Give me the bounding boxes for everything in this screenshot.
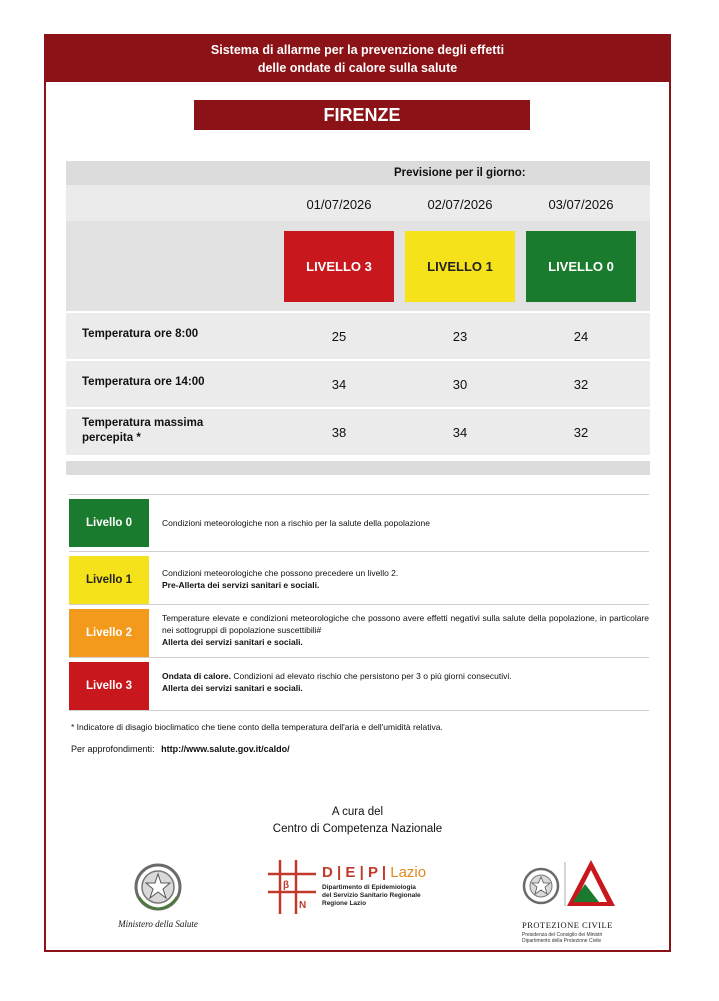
dep-sub-line-1: Dipartimento di Epidemiologia (322, 884, 416, 891)
dep-letter-p: P (367, 864, 378, 881)
ministero-salute-logo (108, 861, 208, 929)
legend-swatch-level-2: Livello 2 (69, 609, 149, 657)
dep-grid-icon (266, 858, 318, 916)
legend-row-level-1 (69, 551, 649, 604)
bulletin-frame (44, 34, 671, 952)
legend-row-level-3 (69, 657, 649, 711)
row-label-temp-8: Temperatura ore 8:00 (82, 328, 199, 340)
temp-max-day-2: 34 (452, 425, 468, 440)
more-info (71, 744, 290, 754)
svg-text:N: N (299, 900, 307, 911)
legend-row-level-0 (69, 494, 649, 551)
row-label-temp-max-line-1: Temperatura massima (82, 417, 204, 429)
forecast-table (66, 161, 650, 475)
dep-lazio-word: Lazio (390, 864, 427, 881)
dep-title: D | E | P | Lazio (322, 864, 427, 881)
temp-8-day-3: 24 (573, 329, 589, 344)
dep-letter-d: D (322, 864, 333, 881)
temp-max-day-1: 38 (331, 425, 347, 440)
legend-alert-level-2: Allerta dei servizi sanitari e sociali. (162, 637, 303, 647)
temp-max-day-3: 32 (573, 425, 589, 440)
forecast-dates-row (66, 185, 650, 221)
pc-title: PROTEZIONE CIVILE (522, 920, 613, 930)
ministero-caption: Ministero della Salute (118, 919, 198, 929)
level-legend (69, 494, 649, 711)
legend-swatch-level-1: Livello 1 (69, 556, 149, 604)
protezione-civile-logo (519, 854, 669, 944)
row-temp-8 (66, 313, 650, 359)
dep-sub-line-2: del Servizio Sanitario Regionale (322, 892, 421, 899)
pc-sub-line-2: Dipartimento della Protezione Civile (522, 938, 602, 944)
dep-letter-e: E (345, 864, 356, 881)
forecast-levels-row (66, 221, 650, 311)
legend-lead-level-3: Ondata di calore. (162, 671, 231, 681)
legend-text-level-2 (162, 612, 649, 648)
italian-emblem-icon (133, 861, 183, 913)
legend-alert-level-3: Allerta dei servizi sanitari e sociali. (162, 683, 303, 693)
row-label-temp-max-line-2: percepita * (82, 432, 141, 444)
dep-lazio-logo (266, 858, 446, 921)
bulletin-header (46, 36, 669, 82)
legend-alert-level-1: Pre-Allerta dei servizi sanitari e sociali. (162, 580, 320, 590)
header-line-1: Sistema di allarme per la prevenzione degli effetti (210, 43, 505, 57)
legend-swatch-level-0: Livello 0 (69, 499, 149, 547)
legend-row-level-2 (69, 604, 649, 657)
forecast-footer-bar (66, 461, 650, 475)
level-badge-day-3: LIVELLO 0 (526, 231, 636, 302)
curated-by-line-2: Centro di Competenza Nazionale (272, 823, 443, 835)
temp-14-day-2: 30 (452, 377, 468, 392)
temp-14-day-1: 34 (331, 377, 347, 392)
header-line-2: delle ondate di calore sulla salute (257, 61, 458, 75)
date-day-3: 03/07/2026 (548, 197, 614, 212)
legend-swatch-level-3: Livello 3 (69, 662, 149, 710)
level-badge-day-2: LIVELLO 1 (405, 231, 515, 302)
date-day-1: 01/07/2026 (306, 197, 372, 212)
row-temp-14 (66, 361, 650, 407)
footnote: * Indicatore di disagio bioclimatico che tiene conto della temperatura dell'aria e dell'umidità relativa. (71, 722, 443, 732)
legend-desc-level-2: Temperature elevate e condizioni meteorologiche che possono avere effetti negativi sulla salute della popolazione, in particolare nei sottogruppi di popolazione suscettibili# (162, 613, 649, 635)
dep-sub-line-3: Regione Lazio (322, 900, 367, 907)
more-info-label: Per approfondimenti: (71, 744, 155, 754)
forecast-heading: Previsione per il giorno: (66, 161, 650, 185)
temp-8-day-2: 23 (452, 329, 468, 344)
dep-subtitle (322, 884, 421, 908)
level-badge-day-1: LIVELLO 3 (284, 231, 394, 302)
city-title: FIRENZE (194, 100, 530, 130)
legend-text-level-0 (162, 517, 649, 529)
curated-by-line-1: A cura del (331, 806, 384, 818)
legend-desc-level-3: Condizioni ad elevato rischio che persistono per 3 o più giorni consecutivi. (230, 671, 512, 681)
svg-text:β: β (283, 880, 290, 891)
legend-desc-level-0: Condizioni meteorologiche non a rischio per la salute della popolazione (162, 518, 430, 528)
curated-by (46, 804, 669, 838)
temp-8-day-1: 25 (331, 329, 347, 344)
row-label-temp-max (82, 416, 203, 446)
legend-desc-level-1: Condizioni meteorologiche che possono precedere un livello 2. (162, 568, 399, 578)
pc-subtitle (522, 932, 602, 944)
more-info-link[interactable]: http://www.salute.gov.it/caldo/ (161, 744, 290, 754)
protezione-civile-emblem-icon (519, 854, 619, 914)
legend-text-level-1 (162, 567, 649, 591)
legend-text-level-3 (162, 670, 649, 694)
date-day-2: 02/07/2026 (427, 197, 493, 212)
pc-sub-line-1: Presidenza del Consiglio dei Ministri (522, 932, 603, 938)
temp-14-day-3: 32 (573, 377, 589, 392)
row-label-temp-14: Temperatura ore 14:00 (82, 376, 205, 388)
row-temp-max (66, 409, 650, 455)
